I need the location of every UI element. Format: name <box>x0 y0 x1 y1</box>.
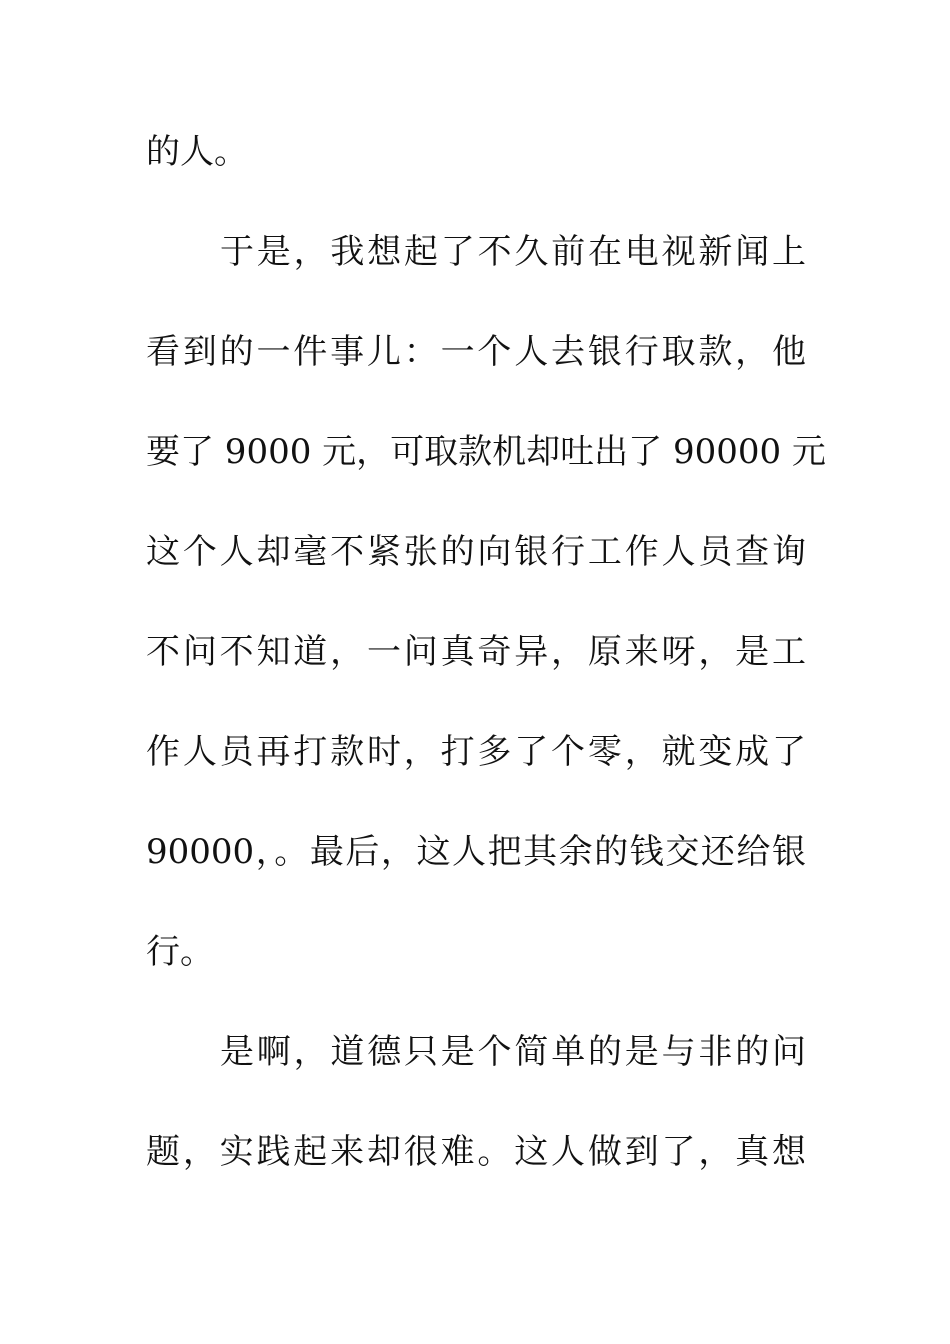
text-line: 要了 9000 元，可取款机却吐出了 90000 元 <box>146 432 826 472</box>
text-line: 看到的一件事儿：一个人去银行取款，他 <box>146 332 806 372</box>
text-line: 题，实践起来却很难。这人做到了，真想 <box>146 1132 806 1172</box>
text-line: 于是，我想起了不久前在电视新闻上 <box>220 232 806 272</box>
text-line: 不问不知道，一问真奇异，原来呀，是工 <box>146 632 806 672</box>
text-line: 行。 <box>146 932 214 972</box>
text-line: 是啊，道德只是个简单的是与非的问 <box>220 1032 806 1072</box>
text-line: 90000，。最后，这人把其余的钱交还给银 <box>146 832 806 872</box>
text-line: 作人员再打款时，打多了个零，就变成了 <box>146 732 806 772</box>
text-line: 这个人却毫不紧张的向银行工作人员查询 <box>146 532 806 572</box>
text-line: 的人。 <box>146 132 248 172</box>
